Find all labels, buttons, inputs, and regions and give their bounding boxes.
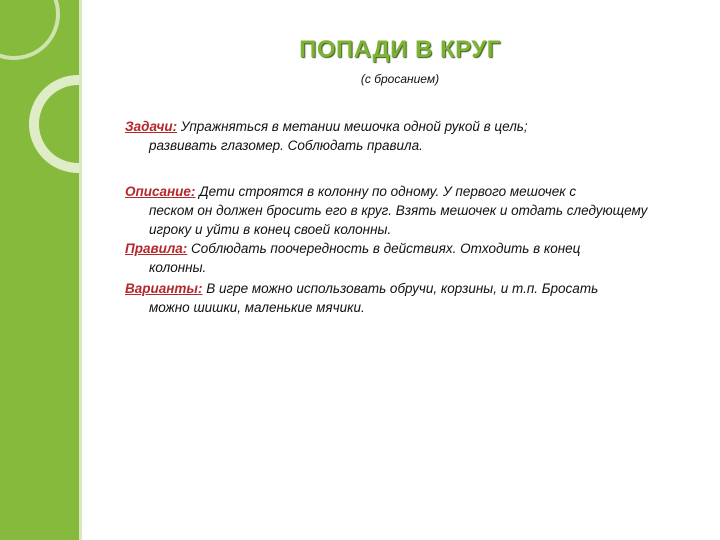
section-text-rules-cont: колонны. — [149, 260, 207, 275]
section-description — [125, 182, 670, 239]
section-text-description: Дети строятся в колонну по одному. У первого мешочек с — [195, 184, 577, 199]
page-title: ПОПАДИ В КРУГ — [299, 36, 501, 63]
section-label-description: Описание: — [125, 184, 196, 199]
section-text-tasks-cont: развивать глазомер. Соблюдать правила. — [149, 138, 423, 153]
section-label-variants: Варианты: — [125, 281, 203, 296]
section-text-description-cont: песком он должен бросить его в круг. Взять мешочек и отдать следующему игроку и уйти в конец своей колонны. — [149, 203, 648, 237]
section-variants — [125, 279, 670, 317]
decorative-circle-top — [0, 0, 58, 58]
section-tasks — [125, 117, 670, 155]
page-subtitle: (с бросанием) — [360, 72, 440, 86]
section-label-rules: Правила: — [125, 241, 188, 256]
section-text-variants: В игре можно использовать обручи, корзины, и т.п. Бросать — [202, 281, 599, 296]
decorative-circles — [0, 0, 79, 540]
section-text-tasks: Упражняться в метании мешочка одной рукой в цель; — [177, 119, 528, 134]
decorative-circle-ring — [34, 80, 79, 168]
section-text-variants-cont: можно шишки, маленькие мячики. — [149, 300, 365, 315]
sidebar-panel — [0, 0, 79, 540]
section-rules — [125, 239, 670, 277]
section-label-tasks: Задачи: — [125, 119, 178, 134]
section-text-rules: Соблюдать поочередность в действиях. Отходить в конец — [187, 241, 581, 256]
